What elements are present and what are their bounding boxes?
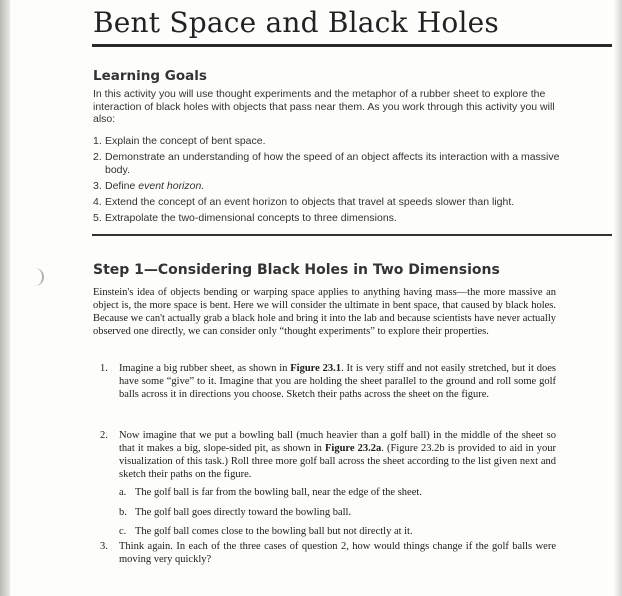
- question-2-subitems: [119, 487, 556, 540]
- question-3: [100, 541, 556, 567]
- question-1: [100, 363, 556, 402]
- subitem: [119, 487, 556, 500]
- learning-goal-item: [93, 135, 563, 148]
- learning-goal-item: [93, 196, 563, 209]
- goal-text: Extrapolate the two-dimensional concepts to three dimensions.: [105, 211, 397, 224]
- question-text-part: Now imagine that we put a bowling ball (much heavier than a golf ball) in the middle of the sheet so that it makes a big, slope-sided pit, as shown in: [119, 430, 556, 454]
- subitem-text: The golf ball comes close to the bowling ball but not directly at it.: [135, 526, 413, 538]
- question-text-part: Imagine a big rubber sheet, as shown in: [119, 363, 291, 374]
- figure-reference: Figure 23.2a: [324, 442, 382, 454]
- goal-number: 2.: [93, 151, 102, 163]
- goal-text-plain: Define: [105, 179, 139, 192]
- page-title: Bent Space and Black Holes: [93, 6, 499, 39]
- question-number: 3.: [100, 541, 108, 552]
- learning-goals-divider: [92, 234, 612, 236]
- page-binding-edge: [0, 0, 10, 596]
- goal-text: Explain the concept of bent space.: [105, 135, 266, 147]
- subitem: [119, 526, 556, 539]
- step1-heading: Step 1—Considering Black Holes in Two Dimensions: [93, 262, 500, 278]
- learning-goal-item: [93, 180, 563, 193]
- question-text: [119, 363, 556, 402]
- goal-text: Extend the concept of an event horizon to objects that travel at speeds slower than light.: [105, 195, 515, 208]
- learning-goal-item: [93, 212, 563, 225]
- subitem: [119, 507, 556, 520]
- subitem-letter: c.: [119, 526, 127, 538]
- subitem-text: The golf ball goes directly toward the bowling ball.: [135, 506, 352, 518]
- figure-reference: Figure 23.1: [290, 363, 342, 374]
- goal-text: [105, 180, 204, 193]
- question-body: [119, 430, 556, 546]
- goal-term-event-horizon: event horizon.: [138, 179, 205, 192]
- learning-goal-item: [93, 151, 563, 176]
- goal-number: 3.: [93, 179, 102, 192]
- question-2: [100, 430, 556, 546]
- goal-text: Demonstrate an understanding of how the speed of an object affects its interaction with a massive body.: [105, 151, 560, 176]
- page-right-edge: [614, 0, 622, 596]
- goal-number: 4.: [93, 195, 102, 208]
- learning-goals-list: [93, 135, 563, 228]
- question-number: 2.: [100, 430, 108, 441]
- step1-intro-paragraph: Einstein's idea of objects bending or warping space applies to anything having mass—the more massive an object is, the more space is bent. Here we will consider the ultimate in bent space, that caused by black holes. Because we can't actually grab a black hole and bring it into the lab and because scientists have never actually observed one directly, we can consider only “thought experiments” to explore their properties.: [93, 287, 556, 337]
- goal-number: 5.: [93, 211, 102, 224]
- question-text: Think again. In each of the three cases of question 2, how would things change if the golf balls were moving very quickly?: [119, 541, 556, 565]
- subitem-text: The golf ball is far from the bowling ball, near the edge of the sheet.: [135, 486, 422, 498]
- question-text-part: . (Figure 23.2b is provided to aid in your visualization of this task.) Roll three more golf ball across the sheet according to the list given next and sketch their paths on the figure.: [119, 442, 556, 480]
- subitem-letter: b.: [119, 506, 127, 518]
- question-number: 1.: [100, 363, 108, 374]
- learning-goals-intro: In this activity you will use thought experiments and the metaphor of a rubber sheet to explore the interaction of black holes with objects that pass near them. As you work through this activity you will also:: [93, 88, 555, 125]
- title-divider: [92, 44, 612, 47]
- subitem-letter: a.: [119, 486, 127, 498]
- punch-hole: [30, 268, 44, 286]
- learning-goals-heading: Learning Goals: [93, 68, 207, 84]
- goal-number: 1.: [93, 135, 102, 147]
- question-text-part: . It is very stiff and not easily stretched, but it does have some “give” to it. Imagine that you are holding the sheet parallel to the ground and roll some golf balls across it in directions you choose. Sketch their paths across the sheet on the figure.: [119, 363, 556, 400]
